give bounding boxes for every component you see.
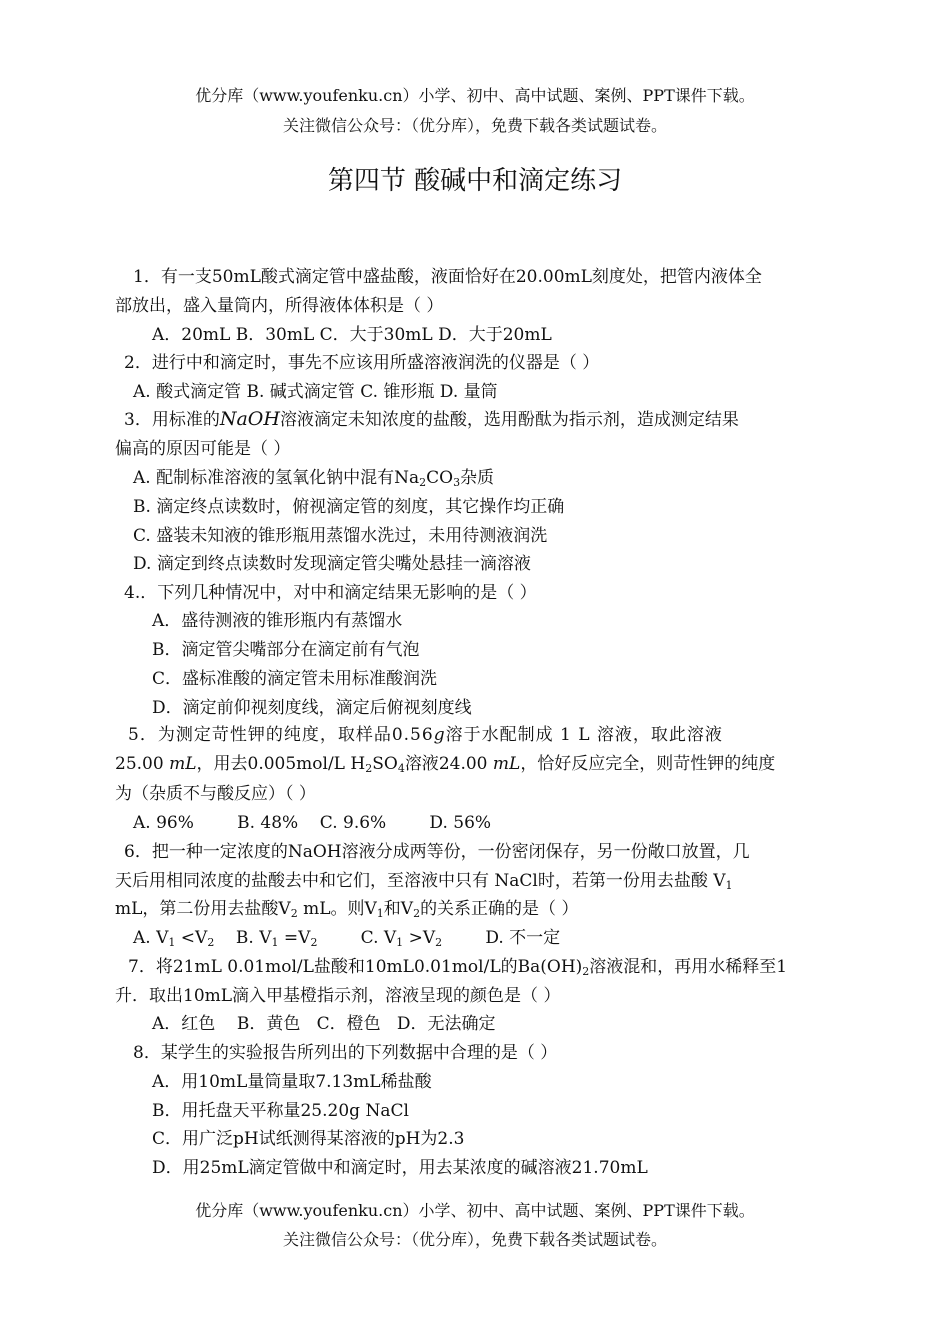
q4-option-a: A．盛待测液的锥形瓶内有蒸馏水 [152,611,403,631]
q5-text-line-1: 5．为测定苛性钾的纯度，取样品0.56g溶于水配制成 1 L 溶液，取此溶液 [128,725,723,745]
q6-text-line-1: 6．把一种一定浓度的NaOH溶液分成两等份，一份密闭保存，另一份敞口放置，几 [124,842,750,862]
naoh-formula: NaOH [219,408,280,430]
q5-options: A. 96% B. 48% C. 9.6% D. 56% [133,813,492,833]
q5-text-line-2: 25.00 mL，用去0.005mol/L $H_2SO_4$溶液24.00 mL，恰好反应完全，则苛性钾的纯度 [115,754,776,775]
q5-text-line-3: 为（杂质不与酸反应）（ ） [115,784,316,804]
header-line-1: 优分库（www.youfenku.cn）小学、初中、高中试题、案例、PPT课件下载。 [195,86,755,105]
q1-options: A．20mL B．30mL C．大于30mL D．大于20mL [152,325,552,345]
page-title: 第四节 酸碱中和滴定练习 [327,166,623,196]
q8-option-a: A．用10mL量筒量取7.13mL稀盐酸 [152,1072,432,1092]
footer-line-2: 关注微信公众号：（优分库），免费下载各类试题试卷。 [282,1230,667,1249]
q8-option-b: B．用托盘天平称量25.20g NaCl [152,1101,409,1121]
q3-option-b: B. 滴定终点读数时，俯视滴定管的刻度，其它操作均正确 [133,497,565,517]
footer-line-1: 优分库（www.youfenku.cn）小学、初中、高中试题、案例、PPT课件下载。 [195,1201,755,1220]
q8-option-d: D．用25mL滴定管做中和滴定时，用去某浓度的碱溶液21.70mL [152,1158,648,1178]
q3-text-line-2: 偏高的原因可能是（ ） [115,439,291,459]
q6-text-line-3: mL，第二份用去盐酸$V_2$ mL。则$V_1$和$V_2$的关系正确的是（ ） [115,899,579,920]
q1-text-line-2: 部放出，盛入量筒内，所得液体体积是（ ） [115,296,444,316]
q1-text-line-1: 1．有一支50mL酸式滴定管中盛盐酸，液面恰好在20.00mL刻度处，把管内液体全 [133,267,762,287]
q7-options: A．红色 B．黄色 C．橙色 D．无法确定 [152,1014,496,1034]
header-line-2: 关注微信公众号：（优分库），免费下载各类试题试卷。 [282,116,667,135]
q4-option-d: D．滴定前仰视刻度线，滴定后俯视刻度线 [152,698,472,718]
q4-text: 4.．下列几种情况中，对中和滴定结果无影响的是（ ） [124,583,537,603]
q4-option-c: C．盛标准酸的滴定管未用标准酸润洗 [152,669,438,689]
q3-option-d: D. 滴定到终点读数时发现滴定管尖嘴处悬挂一滴溶液 [133,554,531,574]
q2-options: A. 酸式滴定管 B. 碱式滴定管 C. 锥形瓶 D. 量筒 [133,382,498,402]
q6-text-line-2: 天后用相同浓度的盐酸去中和它们，至溶液中只有 NaCl时，若第一份用去盐酸 $V_1$ [115,871,733,892]
q7-text-line-2: 升．取出10mL滴入甲基橙指示剂，溶液呈现的颜色是（ ） [115,986,561,1006]
q3-text-line-1: 3．用标准的NaOH溶液滴定未知浓度的盐酸，选用酚酞为指示剂，造成测定结果 [124,408,739,430]
q8-option-c: C．用广泛pH试纸测得某溶液的pH为2.3 [152,1129,465,1149]
q3-option-a: A. 配制标准溶液的氢氧化钠中混有$Na_2CO_3$杂质 [133,468,495,489]
q3-option-c: C. 盛装未知液的锥形瓶用蒸馏水洗过，未用待测液润洗 [133,526,548,546]
q7-text-line-1: 7．将21mL 0.01mol/L盐酸和10mL0.01mol/L的$Ba(OH)_2$溶液混和，再用水稀释至1 [128,957,788,978]
q4-option-b: B．滴定管尖嘴部分在滴定前有气泡 [152,640,420,660]
q8-text: 8．某学生的实验报告所列出的下列数据中合理的是（ ） [133,1043,558,1063]
q2-text: 2．进行中和滴定时，事先不应该用所盛溶液润洗的仪器是（ ） [124,353,600,373]
q6-options: A. $V_1 <V_2$ B. $V_1 =V_2$ C. $V_1 >V_2$ D. 不一定 [133,928,561,949]
